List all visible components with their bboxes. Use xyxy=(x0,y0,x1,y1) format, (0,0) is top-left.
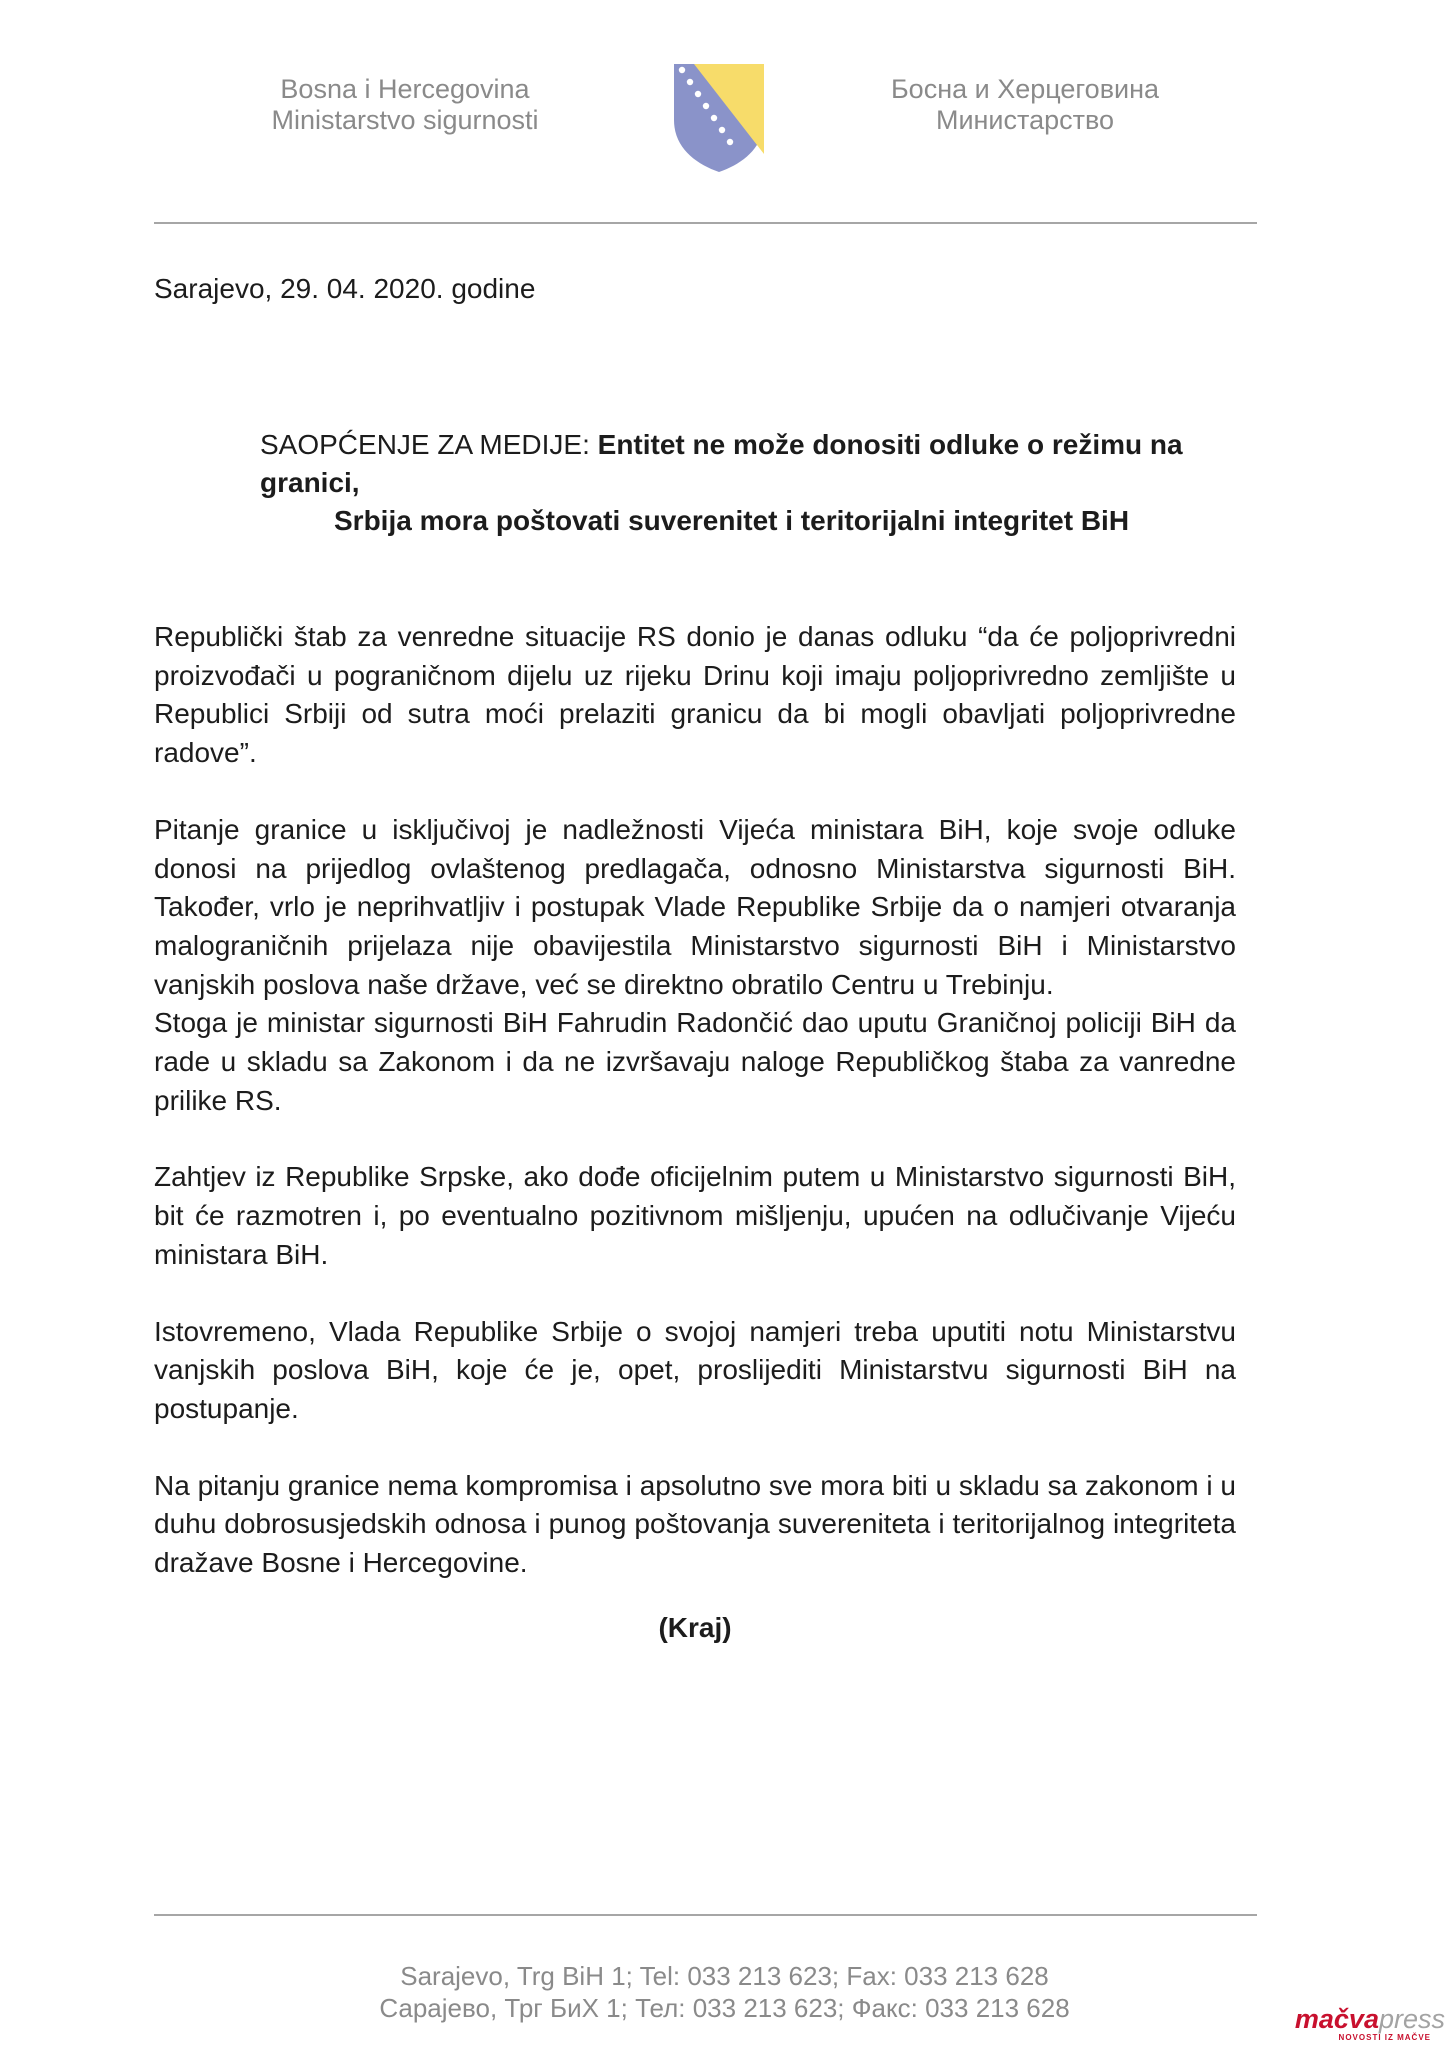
document-date: Sarajevo, 29. 04. 2020. godine xyxy=(154,273,536,304)
press-release-title xyxy=(154,426,1257,540)
title-line-1 xyxy=(154,426,1257,502)
body-paragraph: Zahtjev iz Republike Srpske, ako dođe oficijelnim putem u Ministarstvo sigurnosti BiH, bit će razmotren i, po eventualno pozitivnom mišljenju, upućen na odlučivanje Vijeću ministara BiH. xyxy=(154,1161,1236,1270)
body-paragraph: Republički štab za venredne situacije RS donio je danas odluku “da će poljoprivredni proizvođači u pograničnom dijelu uz rijeku Drinu koji imaju poljoprivredno zemljište u Republici Srbiji od sutra moći prelaziti granicu da bi mogli obavljati poljoprivredne radove”. xyxy=(154,621,1236,769)
coat-of-arms-icon xyxy=(672,62,766,174)
title-headline-1: Entitet ne može donositi odluke o režimu na granici, xyxy=(260,429,1183,498)
end-mark: (Kraj) xyxy=(658,1612,732,1643)
footer-contact xyxy=(0,1960,1449,2024)
body-paragraph: Istovremeno, Vlada Republike Srbije o svojoj namjeri treba uputiti notu Ministarstvu vanjskih poslova BiH, koje će je, opet, proslijediti Ministarstvu sigurnosti BiH na postupanje. xyxy=(154,1315,1236,1424)
watermark-brand-grey: press xyxy=(1378,2004,1445,2034)
press-release-body xyxy=(154,618,1236,1621)
header-country-latin: Bosna i Hercegovina xyxy=(280,74,530,104)
header-ministry-cyrillic: Министарство xyxy=(935,105,1115,135)
footer-contact-cyrillic: Сарајево, Трг БиХ 1; Тел: 033 213 623; Факс: 033 213 628 xyxy=(379,1993,1070,2023)
title-line-2 xyxy=(154,502,1257,540)
watermark-brand-red: mačva xyxy=(1294,2004,1379,2034)
header-cyrillic xyxy=(860,74,1190,136)
header-country-cyrillic: Босна и Херцеговина xyxy=(890,74,1160,104)
footer-contact-latin: Sarajevo, Trg BiH 1; Tel: 033 213 623; Fax: 033 213 628 xyxy=(400,1961,1049,1991)
body-paragraph: Stoga je ministar sigurnosti BiH Fahrudin Radončić dao uputu Graničnoj policiji BiH da rade u skladu sa Zakonom i da ne izvršavaju naloge Republičkog štaba za vanredne prilike RS. xyxy=(154,1007,1236,1116)
title-headline-2: Srbija mora poštovati suverenitet i teritorijalni integritet BiH xyxy=(334,505,1130,536)
body-paragraph: Pitanje granice u isključivoj je nadležnosti Vijeća ministara BiH, koje svoje odluke donosi na prijedlog ovlaštenog predlagača, odnosno Ministarstva sigurnosti BiH. Također, vrlo je neprihvatljiv i postupak Vlade Republike Srbije da o namjeri otvaranja malograničnih prijelaza nije obavijestila Ministarstvo sigurnosti BiH i Ministarstvo vanjskih poslova naše države, već se direktno obratilo Centru u Trebinju. xyxy=(154,813,1236,1000)
footer-divider xyxy=(154,1914,1257,1916)
watermark-tagline: NOVOSTI IZ MAČVE xyxy=(1338,2033,1431,2042)
header-divider xyxy=(154,222,1257,224)
title-prefix: SAOPĆENJE ZA MEDIJE: xyxy=(260,429,598,460)
header-latin xyxy=(240,74,570,136)
macvapress-watermark-logo xyxy=(1277,2005,1445,2042)
body-paragraph: Na pitanju granice nema kompromisa i apsolutno sve mora biti u skladu sa zakonom i u duhu dobrosusjedskih odnosa i punog poštovanja suvereniteta i teritorijalnog integriteta dražave Bosne i Hercegovine. xyxy=(154,1469,1236,1579)
header-ministry-latin: Ministarstvo sigurnosti xyxy=(271,105,539,135)
